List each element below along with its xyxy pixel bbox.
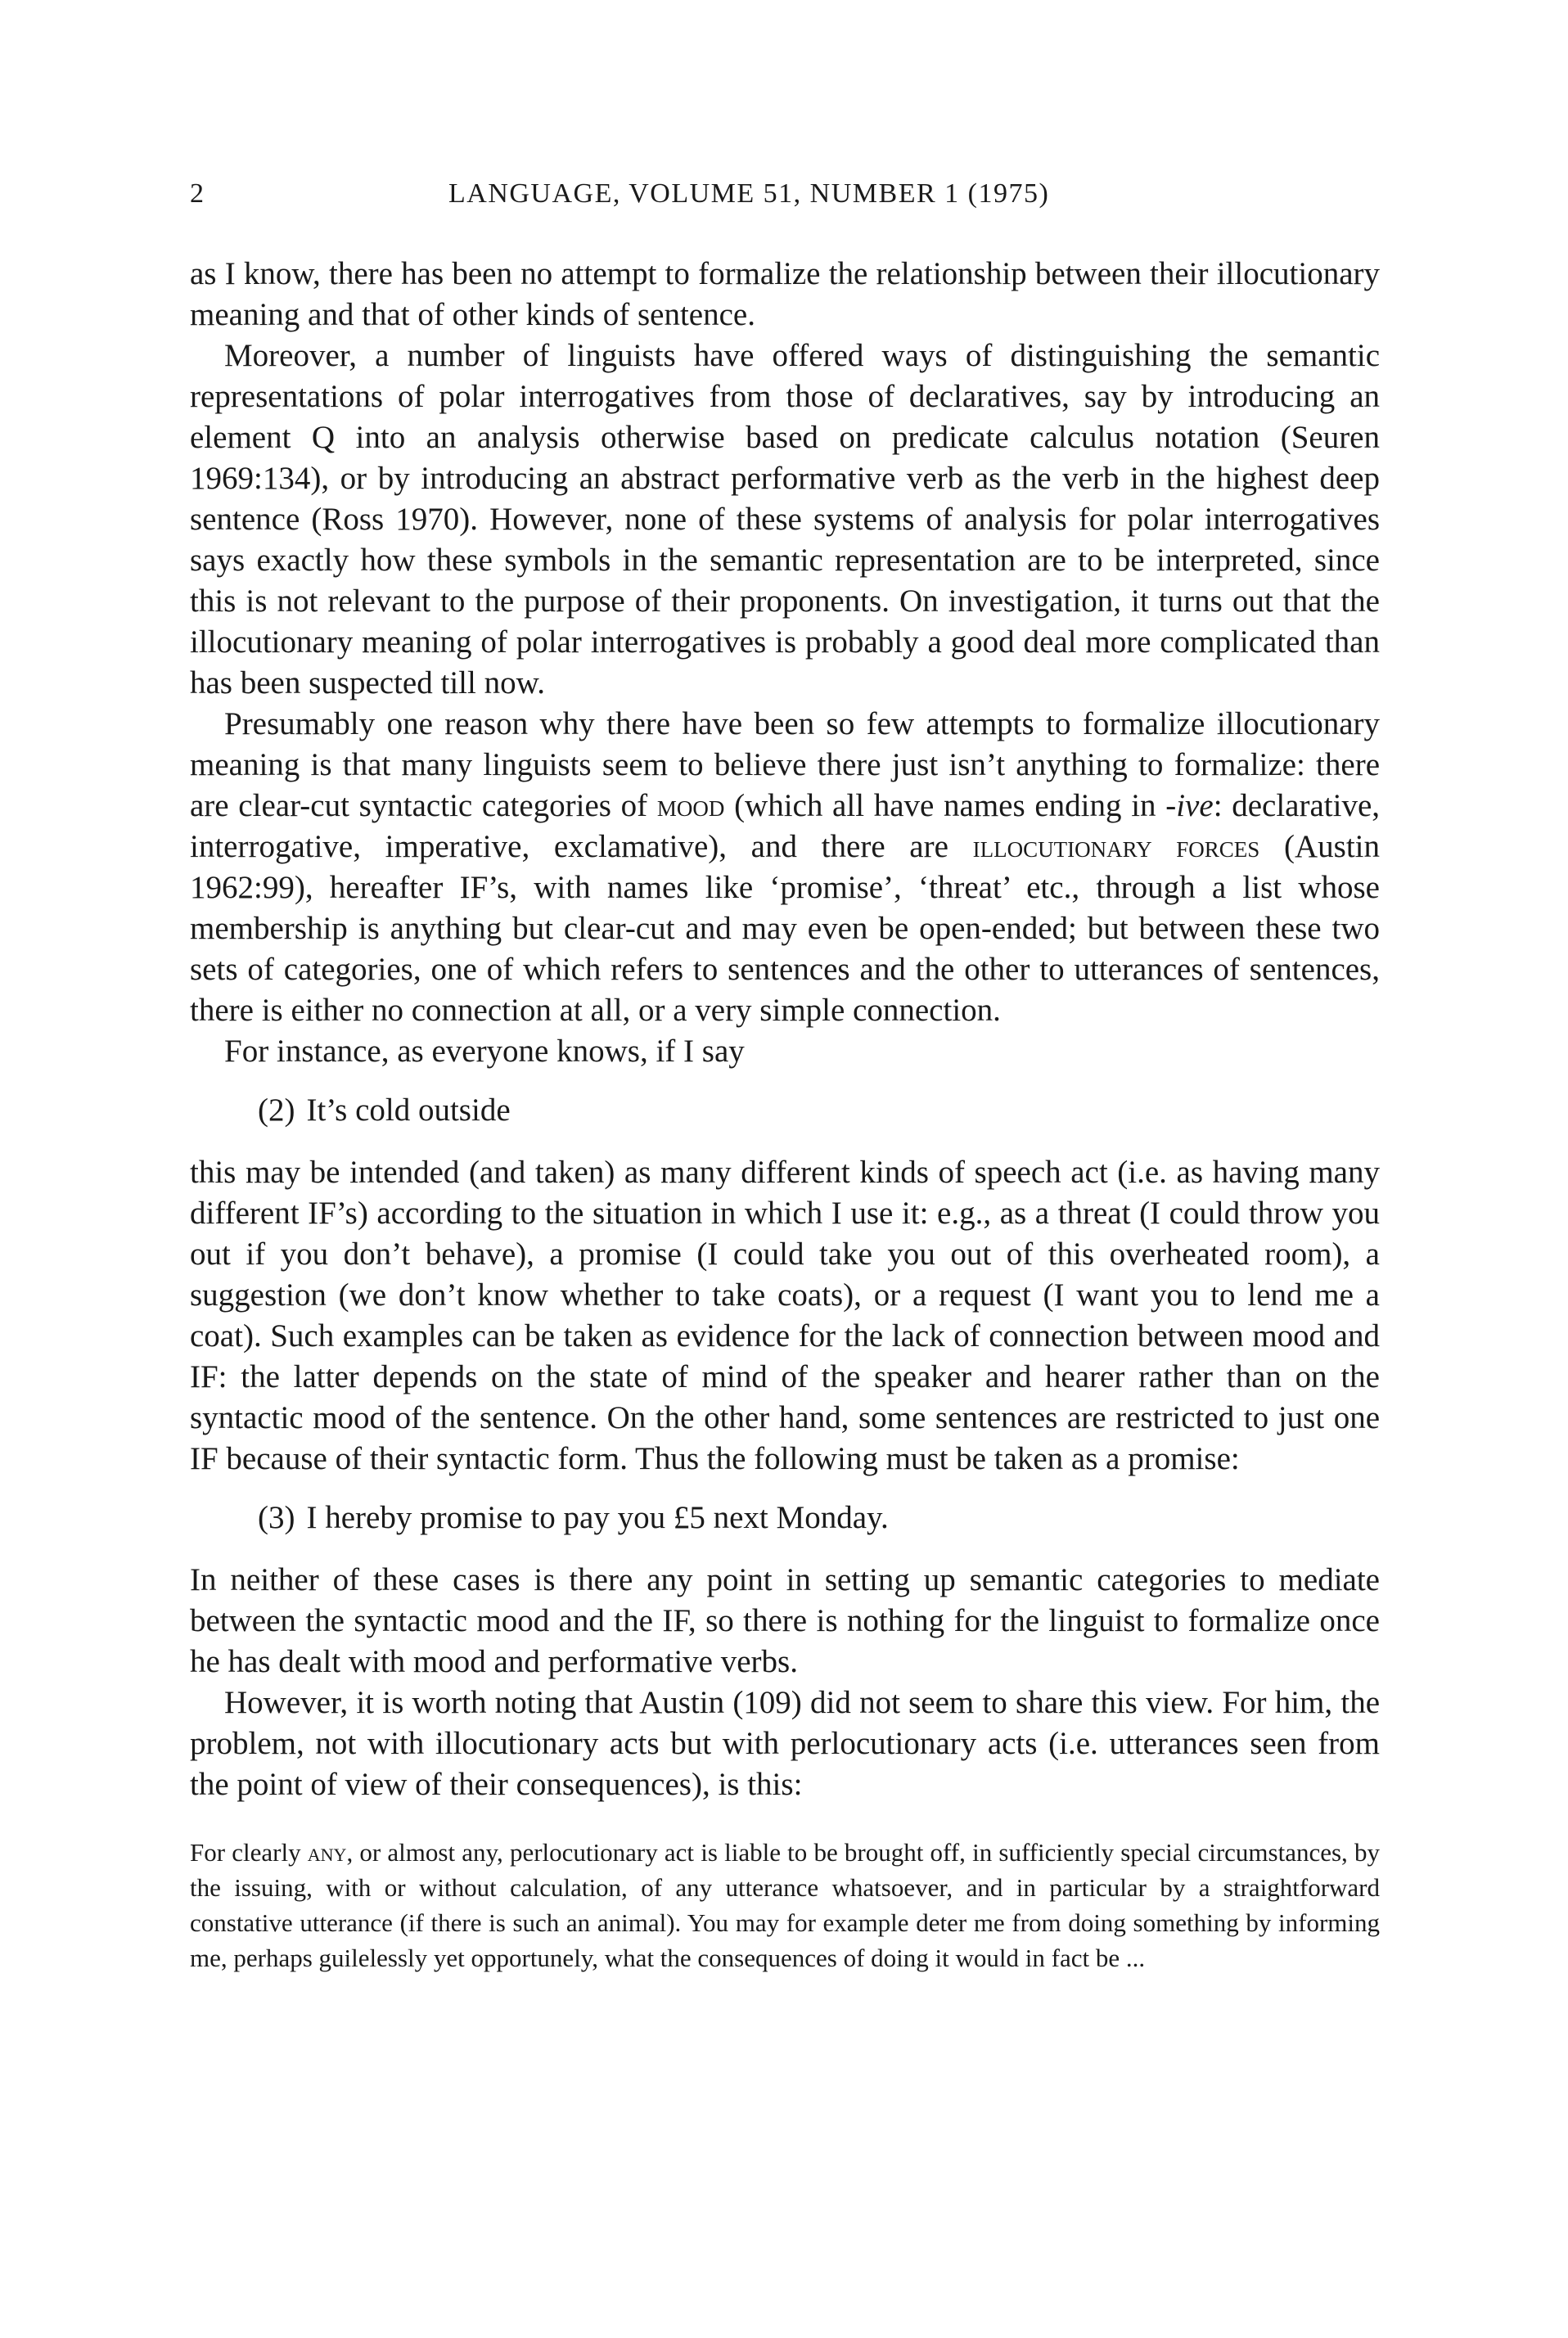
paragraph-for-instance: For instance, as everyone knows, if I say <box>224 1034 745 1069</box>
example-sentence: It’s cold outside <box>306 1092 511 1128</box>
term-illocutionary-forces: illocutionary forces <box>972 829 1260 864</box>
article-body-continued <box>190 1152 1380 1480</box>
example-sentence: I hereby promise to pay you £5 next Monday. <box>306 1500 889 1535</box>
paragraph-polar-interrogatives: Moreover, a number of linguists have offered ways of distinguishing the semantic representations of polar interrogatives from those of declaratives, say by introducing an element Q into an analysis otherwise based on predicate calculus notation (Seuren 1969:134), or by introducing an abstract performative verb as the verb in the highest deep sentence (Ross 1970). However, none of these systems of analysis for polar interrogatives says exactly how these symbols in the semantic representation are to be interpreted, since this is not relevant to the purpose of their proponents. On investigation, it turns out that the illocutionary meaning of polar interrogatives is probably a good deal more complicated than has been suspected till now. <box>190 338 1380 700</box>
paragraph-speech-acts: this may be intended (and taken) as many different kinds of speech act (i.e. as having many different IF’s) according to the situation in which I use it: e.g., as a threat (I could throw you out if you don’t behave), a promise (I could take you out of this overheated room), a suggestion (we don’t know whether to take coats), or a request (I want you to lend me a coat). Such examples can be taken as evidence for the lack of connection between mood and IF: the latter depends on the state of mind of the speaker and hearer rather than on the syntactic mood of the sentence. On the other hand, some sentences are restricted to just one IF because of their syntactic form. Thus the following must be taken as a promise: <box>190 1155 1380 1476</box>
paragraph-text: (Austin 1962:99), hereafter IF’s, with names like ‘promise’, ‘threat’ etc., through a list whose membership is anything but clear-cut and may even be open-ended; but between these two sets of categories, one of which refers to sentences and the other to utterances of sentences, there is either no connection at all, or a very simple connection. <box>190 829 1381 1028</box>
article-body <box>190 254 1380 1072</box>
paragraph-text: Presumably one reason why there have been so few attempts to formalize illocutionary meaning is that many linguists seem to believe there just isn’t anything to formalize: there are clear-cut syntactic categories of <box>190 706 1380 823</box>
example-2 <box>258 1090 1380 1131</box>
paragraph-text: : declarative, interrogative, imperative, exclamative), and there are <box>190 788 1381 864</box>
term-mood: mood <box>656 788 725 823</box>
running-head <box>190 178 1380 227</box>
journal-citation: LANGUAGE, VOLUME 51, NUMBER 1 (1975) <box>448 178 1050 209</box>
paragraph-mood-and-forces <box>190 704 1380 1031</box>
paragraph-austin-view: However, it is worth noting that Austin (109) did not seem to share this view. For him, the problem, not with illocutionary acts but with perlocutionary acts (i.e. utterances seen from the point of view of their consequences), is this: <box>190 1685 1380 1802</box>
example-3 <box>258 1498 1380 1538</box>
suffix-ive: -ive <box>1165 788 1214 823</box>
quote-text: For clearly <box>190 1838 308 1867</box>
block-quote-austin <box>190 1835 1380 1975</box>
example-number: (3) <box>258 1500 295 1535</box>
page <box>190 178 1380 1975</box>
paragraph-text: (which all have names ending in <box>724 788 1166 823</box>
paragraph-continuation: as I know, there has been no attempt to formalize the relationship between their illocutionary meaning and that of other kinds of sentence. <box>190 256 1380 332</box>
article-body-final <box>190 1560 1380 1805</box>
quote-text: , or almost any, perlocutionary act is liable to be brought off, in sufficiently special circumstances, by the issuing, with or without calculation, of any utterance whatsoever, and in particular by a straightforward constative utterance (if there is such an animal). You may for example deter me from doing something by informing me, perhaps guilelessly yet opportunely, what the consequences of doing it would in fact be ... <box>190 1838 1380 1972</box>
page-number: 2 <box>190 178 205 209</box>
paragraph-no-point: In neither of these cases is there any point in setting up semantic categories to mediate between the syntactic mood and the IF, so there is nothing for the linguist to formalize once he has dealt with mood and performative verbs. <box>190 1562 1380 1679</box>
example-number: (2) <box>258 1092 295 1128</box>
quote-emphasis-any: any <box>307 1838 347 1867</box>
